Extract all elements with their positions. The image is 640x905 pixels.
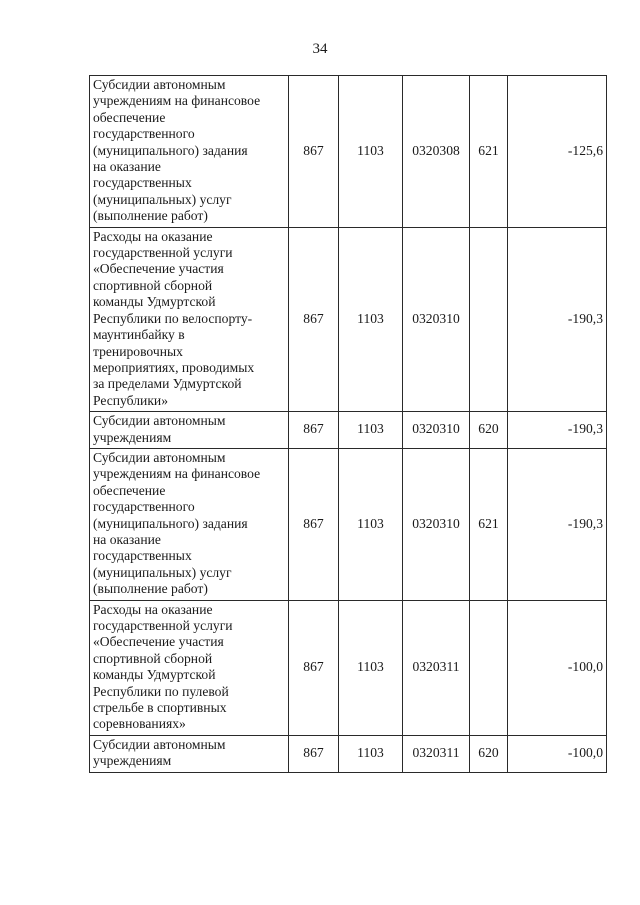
item-name-line: государственной услуги bbox=[93, 245, 233, 261]
expense-type-cell: 621 bbox=[470, 76, 508, 228]
amount-cell: -190,3 bbox=[508, 448, 607, 600]
amount-cell: -190,3 bbox=[508, 227, 607, 411]
ministry-code-cell: 867 bbox=[289, 227, 339, 411]
item-name-line: мероприятиях, проводимых bbox=[93, 359, 255, 375]
item-name-line: на оказание bbox=[93, 531, 161, 547]
ministry-code-cell: 867 bbox=[289, 735, 339, 772]
item-name-line: команды Удмуртской bbox=[93, 294, 216, 310]
item-name-line: маунтинбайку в bbox=[93, 327, 185, 343]
page-number: 34 bbox=[312, 41, 328, 57]
item-name-line: стрельбе в спортивных bbox=[93, 700, 227, 716]
ministry-code-cell: 867 bbox=[289, 76, 339, 228]
item-name-line: тренировочных bbox=[93, 343, 183, 359]
item-name-line: учреждениям bbox=[93, 753, 172, 769]
section-code-cell: 1103 bbox=[339, 735, 403, 772]
target-article-cell: 0320311 bbox=[403, 600, 470, 735]
item-name-line: государственных bbox=[93, 548, 192, 564]
target-article-cell: 0320310 bbox=[403, 227, 470, 411]
item-name-line: Субсидии автономным bbox=[93, 77, 226, 92]
table-row bbox=[90, 600, 607, 735]
item-name-cell bbox=[90, 600, 289, 735]
item-name-cell bbox=[90, 76, 289, 228]
item-name-line: Расходы на оказание bbox=[93, 228, 213, 244]
item-name-line: команды Удмуртской bbox=[93, 667, 216, 683]
table-row bbox=[90, 227, 607, 411]
ministry-code-cell: 867 bbox=[289, 448, 339, 600]
table-row bbox=[90, 448, 607, 600]
expense-type-cell bbox=[470, 600, 508, 735]
item-name-line: обеспечение bbox=[93, 109, 166, 125]
item-name-line: государственных bbox=[93, 175, 192, 191]
target-article-cell: 0320308 bbox=[403, 76, 470, 228]
item-name-line: Субсидии автономным bbox=[93, 449, 226, 465]
item-name-line: учреждениям на финансовое bbox=[93, 93, 261, 109]
amount-cell: -100,0 bbox=[508, 600, 607, 735]
item-name-line: обеспечение bbox=[93, 482, 166, 498]
item-name-line: (муниципальных) услуг bbox=[93, 564, 232, 580]
item-name-line: Субсидии автономным bbox=[93, 413, 226, 429]
section-code-cell: 1103 bbox=[339, 600, 403, 735]
item-name-cell bbox=[90, 412, 289, 449]
expense-type-cell: 620 bbox=[470, 735, 508, 772]
item-name-line: Республики по пулевой bbox=[93, 683, 229, 699]
expense-type-cell: 620 bbox=[470, 412, 508, 449]
item-name-line: «Обеспечение участия bbox=[93, 261, 224, 277]
item-name-cell bbox=[90, 227, 289, 411]
budget-table-body bbox=[90, 76, 607, 773]
item-name-line: учреждениям на финансовое bbox=[93, 466, 261, 482]
item-name-line: «Обеспечение участия bbox=[93, 634, 224, 650]
item-name-line: (муниципального) задания bbox=[93, 142, 248, 158]
target-article-cell: 0320311 bbox=[403, 735, 470, 772]
section-code-cell: 1103 bbox=[339, 412, 403, 449]
item-name-line: (муниципальных) услуг bbox=[93, 191, 232, 207]
table-row bbox=[90, 735, 607, 772]
target-article-cell: 0320310 bbox=[403, 412, 470, 449]
table-row bbox=[90, 76, 607, 228]
item-name-line: государственного bbox=[93, 499, 195, 515]
item-name-line: соревнованиях» bbox=[93, 716, 186, 732]
amount-cell: -125,6 bbox=[508, 76, 607, 228]
budget-table bbox=[89, 75, 607, 773]
ministry-code-cell: 867 bbox=[289, 412, 339, 449]
item-name-line: на оказание bbox=[93, 159, 161, 175]
expense-type-cell bbox=[470, 227, 508, 411]
section-code-cell: 1103 bbox=[339, 76, 403, 228]
item-name-line: спортивной сборной bbox=[93, 650, 213, 666]
target-article-cell: 0320310 bbox=[403, 448, 470, 600]
amount-cell: -100,0 bbox=[508, 735, 607, 772]
item-name-line: (выполнение работ) bbox=[93, 208, 208, 224]
item-name-line: спортивной сборной bbox=[93, 277, 213, 293]
item-name-line: Республики по велоспорту- bbox=[93, 310, 253, 326]
item-name-cell bbox=[90, 448, 289, 600]
ministry-code-cell: 867 bbox=[289, 600, 339, 735]
amount-cell: -190,3 bbox=[508, 412, 607, 449]
item-name-line: за пределами Удмуртской bbox=[93, 376, 242, 392]
item-name-line: государственной услуги bbox=[93, 618, 233, 633]
item-name-line: Субсидии автономным bbox=[93, 736, 226, 752]
expense-type-cell: 621 bbox=[470, 448, 508, 600]
item-name-line: (муниципального) задания bbox=[93, 515, 248, 531]
section-code-cell: 1103 bbox=[339, 227, 403, 411]
item-name-line: Расходы на оказание bbox=[93, 601, 213, 617]
table-row bbox=[90, 412, 607, 449]
item-name-line: государственного bbox=[93, 126, 195, 142]
section-code-cell: 1103 bbox=[339, 448, 403, 600]
item-name-line: Республики» bbox=[93, 392, 168, 408]
item-name-cell bbox=[90, 735, 289, 772]
item-name-line: учреждениям bbox=[93, 429, 172, 445]
item-name-line: (выполнение работ) bbox=[93, 581, 208, 597]
